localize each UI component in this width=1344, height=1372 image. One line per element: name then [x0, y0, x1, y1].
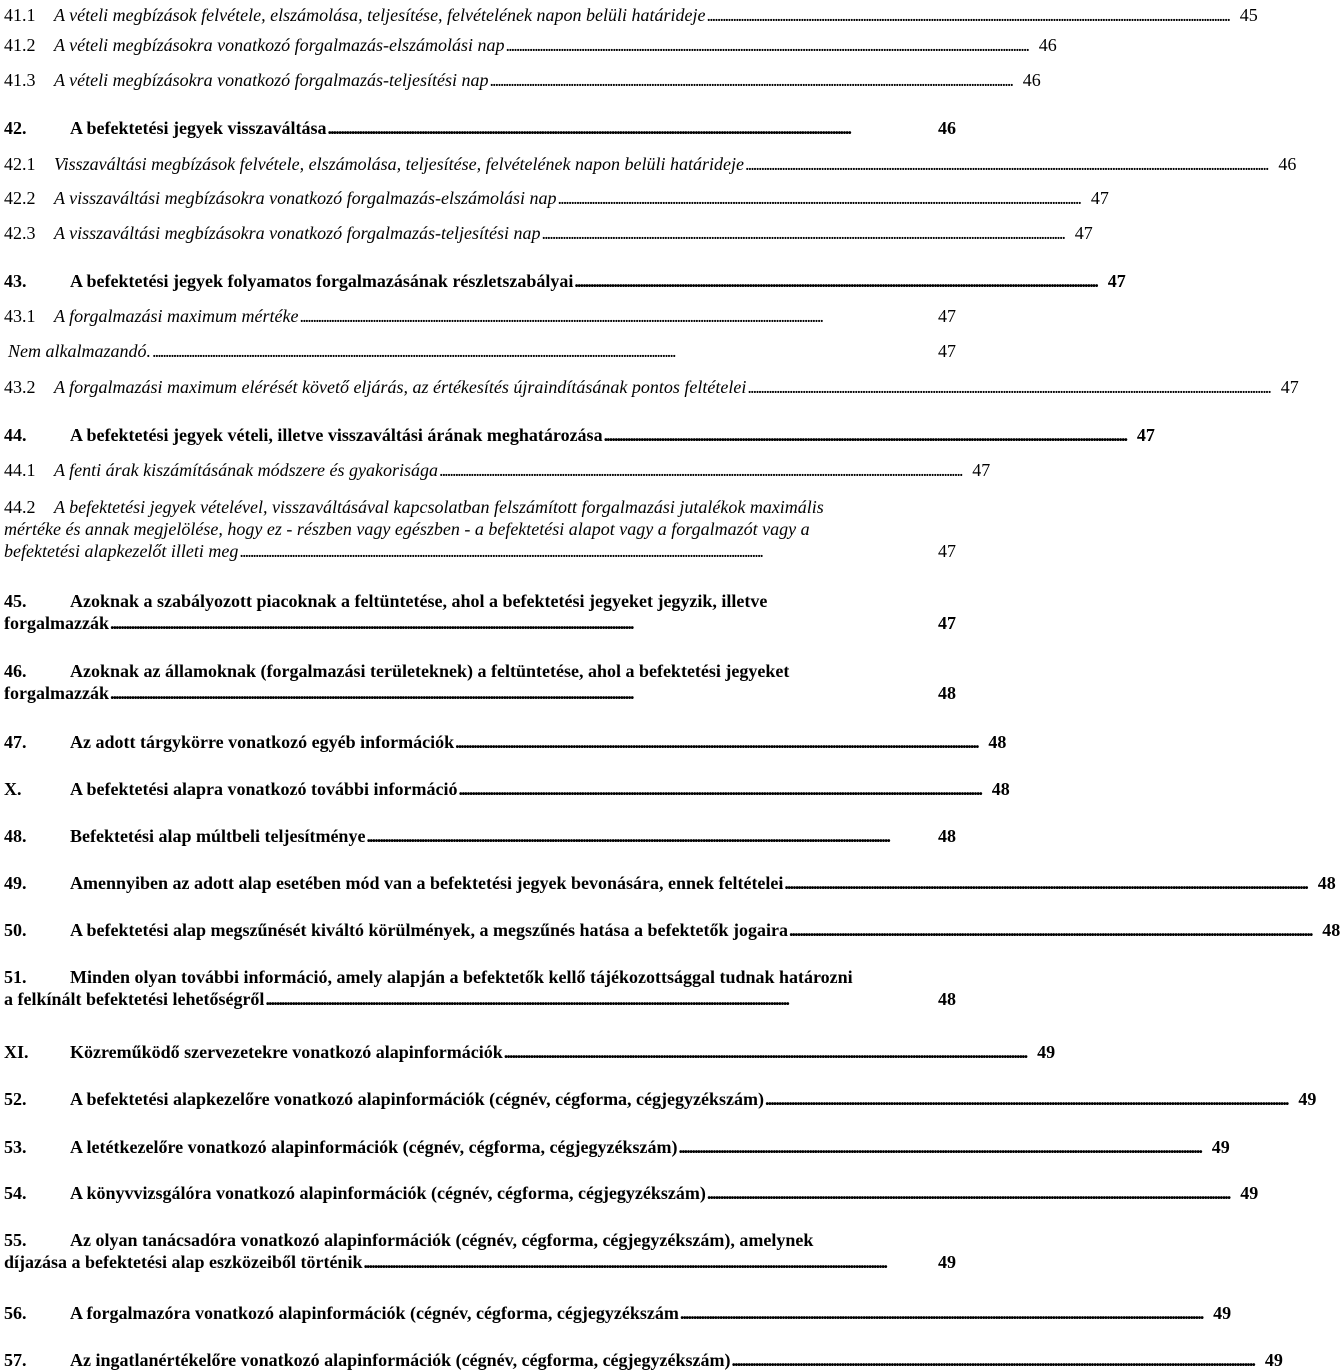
- dot-leader: [765, 1088, 1286, 1110]
- toc-entry-page-number: 48: [1317, 873, 1336, 893]
- dot-leader: [366, 825, 926, 847]
- toc-entry-title: A befektetési jegyek vételével, visszaváltásával kapcsolatban felszámított forgalmazási jutalékok maximális: [54, 497, 824, 517]
- toc-entry-line: [0, 376, 1299, 398]
- toc-entry[interactable]: [0, 1302, 1232, 1324]
- toc-entry-line: [0, 1349, 1283, 1371]
- toc-entry-title: A befektetési alap megszűnését kiváltó körülmények, a megszűnés hatása a befektetők jogaira: [70, 920, 788, 940]
- dot-leader: [574, 270, 1095, 292]
- toc-entry-line: [0, 731, 1007, 753]
- toc-entry-page-number: 49: [1211, 1137, 1230, 1157]
- toc-entry-line: [0, 1182, 1259, 1204]
- toc-entry[interactable]: [0, 966, 960, 1010]
- toc-entry-title-continuation: forgalmazzák: [4, 613, 109, 633]
- toc-entry-number: 53.: [4, 1137, 27, 1157]
- toc-entry-line: [0, 988, 960, 1010]
- toc-entry-number: 44.2: [4, 497, 36, 517]
- toc-entry-number: 41.2: [4, 35, 36, 55]
- toc-entry[interactable]: [0, 340, 960, 362]
- toc-entry-line: [0, 612, 960, 634]
- toc-entry-title-continuation: díjazása a befektetési alap eszközeiből történik: [4, 1252, 363, 1272]
- toc-entry-number: 42.2: [4, 188, 36, 208]
- toc-entry[interactable]: [0, 222, 1093, 244]
- toc-entry-page-number: 46: [1022, 70, 1041, 90]
- toc-entry-title: Visszaváltási megbízások felvétele, elszámolása, teljesítése, felvételének napon belüli határideje: [54, 154, 744, 174]
- toc-entry-line: [0, 4, 1258, 26]
- toc-entry-page-number: 48: [938, 989, 956, 1009]
- dot-leader: [458, 778, 979, 800]
- toc-entry-line: [0, 1041, 1056, 1063]
- toc-entry-page-number: 47: [938, 613, 956, 633]
- toc-entry-page-number: 48: [938, 826, 956, 846]
- toc-entry-title: Közreműködő szervezetekre vonatkozó alapinformációk: [70, 1042, 503, 1062]
- toc-entry-title: A forgalmazási maximum mértéke: [54, 306, 299, 326]
- toc-entry[interactable]: [0, 305, 960, 327]
- toc-entry-title: A befektetési alapra vonatkozó további információ: [70, 779, 458, 799]
- toc-entry-title: A vételi megbízásokra vonatkozó forgalmazás-teljesítési nap: [54, 70, 489, 90]
- toc-entry-page-number: 49: [1298, 1089, 1317, 1109]
- dot-leader: [789, 919, 1310, 941]
- toc-entry-title: A befektetési alapkezelőre vonatkozó alapinformációk (cégnév, cégforma, cégjegyzékszám): [70, 1089, 764, 1109]
- toc-entry-title: Nem alkalmazandó.: [8, 341, 151, 361]
- dot-leader: [707, 1182, 1228, 1204]
- toc-entry-number: 54.: [4, 1183, 27, 1203]
- dot-leader: [680, 1302, 1201, 1324]
- toc-entry-line: [0, 153, 1297, 175]
- toc-entry[interactable]: [0, 1136, 1230, 1158]
- toc-entry[interactable]: [0, 825, 960, 847]
- toc-entry[interactable]: [0, 153, 1297, 175]
- toc-entry-title: Amennyiben az adott alap esetében mód van a befektetési jegyek bevonására, ennek feltételei: [70, 873, 784, 893]
- toc-entry-number: 41.3: [4, 70, 36, 90]
- toc-entry-title: Befektetési alap múltbeli teljesítménye: [70, 826, 366, 846]
- toc-entry-title: A fenti árak kiszámításának módszere és gyakorisága: [54, 460, 438, 480]
- toc-entry[interactable]: [0, 590, 960, 634]
- toc-entry-title: Azoknak az államoknak (forgalmazási területeknek) a feltüntetése, ahol a befektetési jegyeket: [70, 661, 790, 681]
- dot-leader: [299, 305, 926, 327]
- toc-entry-page-number: 47: [1136, 425, 1155, 445]
- toc-entry-line: [0, 270, 1126, 292]
- toc-entry-line: [0, 919, 1341, 941]
- dot-leader: [784, 872, 1305, 894]
- toc-entry-title: Az ingatlanértékelőre vonatkozó alapinformációk (cégnév, cégforma, cégjegyzékszám): [70, 1350, 731, 1370]
- dot-leader: [152, 340, 926, 362]
- toc-entry-line: [0, 825, 960, 847]
- toc-entry-number: 47.: [4, 732, 27, 752]
- dot-leader: [455, 731, 976, 753]
- toc-entry-line: [0, 305, 960, 327]
- toc-entry-line: [0, 340, 960, 362]
- toc-entry-line: [0, 540, 960, 562]
- toc-entry-line: [0, 187, 1109, 209]
- toc-entry-title: A befektetési jegyek vételi, illetve visszaváltási árának meghatározása: [70, 425, 603, 445]
- toc-entry-page-number: 48: [988, 732, 1007, 752]
- dot-leader: [110, 682, 926, 704]
- toc-entry-title: A könyvvizsgálóra vonatkozó alapinformációk (cégnév, cégforma, cégjegyzékszám): [70, 1183, 706, 1203]
- toc-entry-page-number: 48: [991, 779, 1010, 799]
- toc-entry-number: 46.: [4, 661, 27, 681]
- toc-entry[interactable]: [0, 872, 1336, 894]
- dot-leader: [747, 376, 1268, 398]
- toc-entry[interactable]: [0, 424, 1155, 446]
- toc-entry-title: Az adott tárgykörre vonatkozó egyéb információk: [70, 732, 455, 752]
- toc-entry[interactable]: [0, 731, 1007, 753]
- toc-entry[interactable]: [0, 660, 960, 704]
- toc-entry-number: 43.2: [4, 377, 36, 397]
- toc-entry[interactable]: [0, 778, 1010, 800]
- toc-entry-number: 56.: [4, 1303, 27, 1323]
- toc-entry-line: [0, 1302, 1232, 1324]
- toc-entry-title: Azoknak a szabályozott piacoknak a feltüntetése, ahol a befektetési jegyeket jegyzik, illetve: [70, 591, 768, 611]
- toc-entry-page-number: 49: [1213, 1303, 1232, 1323]
- toc-entry-title: A befektetési jegyek visszaváltása: [70, 118, 327, 138]
- toc-entry-number: 42.3: [4, 223, 36, 243]
- toc-entry-line: [0, 459, 991, 481]
- toc-entry-line: [0, 682, 960, 704]
- toc-entry-title: Minden olyan további információ, amely alapján a befektetők kellő tájékozottsággal tudnak határozni: [70, 967, 853, 987]
- toc-entry-title-continuation: forgalmazzák: [4, 683, 109, 703]
- toc-entry-line: [0, 424, 1155, 446]
- dot-leader: [558, 187, 1079, 209]
- toc-entry-line: [0, 966, 960, 988]
- dot-leader: [678, 1136, 1199, 1158]
- toc-entry-page-number: 47: [972, 460, 991, 480]
- toc-entry[interactable]: [0, 1349, 1283, 1371]
- toc-entry-line: [0, 590, 960, 612]
- toc-entry-title: A forgalmazóra vonatkozó alapinformációk (cégnév, cégforma, cégjegyzékszám: [70, 1303, 679, 1323]
- toc-entry-page-number: 46: [1278, 154, 1297, 174]
- toc-entry-page-number: 48: [1322, 920, 1341, 940]
- toc-entry[interactable]: [0, 1041, 1056, 1063]
- toc-entry-page-number: 47: [1090, 188, 1109, 208]
- toc-entry-title: A visszaváltási megbízásokra vonatkozó forgalmazás-teljesítési nap: [54, 223, 541, 243]
- dot-leader: [706, 4, 1227, 26]
- toc-entry-number: 50.: [4, 920, 27, 940]
- dot-leader: [439, 459, 960, 481]
- toc-entry[interactable]: [0, 117, 960, 139]
- toc-entry-page-number: 48: [938, 683, 956, 703]
- dot-leader: [265, 988, 926, 1010]
- toc-entry-page-number: 49: [1264, 1350, 1283, 1370]
- dot-leader: [604, 424, 1125, 446]
- toc-entry-number: 48.: [4, 826, 27, 846]
- toc-entry-number: 42.1: [4, 154, 36, 174]
- dot-leader: [489, 69, 1010, 91]
- toc-entry-title: A vételi megbízások felvétele, elszámolása, teljesítése, felvételének napon belüli határideje: [54, 5, 706, 25]
- toc-entry[interactable]: [0, 1088, 1317, 1110]
- toc-entry-line: [0, 34, 1057, 56]
- dot-leader: [504, 1041, 1025, 1063]
- toc-entry-number: 57.: [4, 1350, 27, 1370]
- toc-entry[interactable]: [0, 459, 991, 481]
- toc-entry-page-number: 45: [1239, 5, 1258, 25]
- toc-entry-line: [0, 1088, 1317, 1110]
- toc-entry-number: 44.: [4, 425, 27, 445]
- toc-entry-title-continuation: befektetési alapkezelőt illeti meg: [4, 541, 239, 561]
- toc-entry-page-number: 49: [938, 1252, 956, 1272]
- toc-entry-line: [0, 872, 1336, 894]
- toc-entry[interactable]: [0, 376, 1299, 398]
- toc-entry-title: A forgalmazási maximum elérését követő eljárás, az értékesítés újraindításának pontos feltételei: [54, 377, 747, 397]
- dot-leader: [541, 222, 1062, 244]
- toc-entry-title: A vételi megbízásokra vonatkozó forgalmazás-elszámolási nap: [54, 35, 505, 55]
- toc-entry-line: [0, 778, 1010, 800]
- toc-entry-title-continuation: mértéke és annak megjelölése, hogy ez - részben vagy egészben - a befektetési alapot vagy a forgalmazót vagy a: [4, 519, 810, 539]
- toc-entry-line: [0, 496, 960, 518]
- toc-entry-page-number: 47: [938, 341, 956, 361]
- toc-entry-number: X.: [4, 779, 22, 799]
- toc-entry[interactable]: [0, 4, 1258, 26]
- toc-entry-title-continuation: a felkínált befektetési lehetőségről: [4, 989, 265, 1009]
- toc-entry-page-number: 46: [1038, 35, 1057, 55]
- dot-leader: [745, 153, 1266, 175]
- dot-leader: [110, 612, 926, 634]
- toc-entry-number: 52.: [4, 1089, 27, 1109]
- toc-entry-number: 44.1: [4, 460, 36, 480]
- toc-entry-number: 43.1: [4, 306, 36, 326]
- toc-entry-title: A visszaváltási megbízásokra vonatkozó forgalmazás-elszámolási nap: [54, 188, 557, 208]
- dot-leader: [327, 117, 926, 139]
- toc-entry-number: 51.: [4, 967, 27, 987]
- toc-entry-title: A befektetési jegyek folyamatos forgalmazásának részletszabályai: [70, 271, 574, 291]
- toc-entry-line: [0, 1229, 960, 1251]
- toc-entry[interactable]: [0, 34, 1057, 56]
- toc-entry-page-number: 49: [1240, 1183, 1259, 1203]
- dot-leader: [363, 1251, 926, 1273]
- toc-entry-page-number: 47: [938, 306, 956, 326]
- dot-leader: [239, 540, 926, 562]
- toc-entry-title: A letétkezelőre vonatkozó alapinformációk (cégnév, cégforma, cégjegyzékszám): [70, 1137, 678, 1157]
- toc-entry-line: [0, 1251, 960, 1273]
- toc-entry-number: 42.: [4, 118, 27, 138]
- toc-entry-number: 55.: [4, 1230, 27, 1250]
- toc-entry-number: 43.: [4, 271, 27, 291]
- toc-entry-line: [0, 69, 1041, 91]
- toc-entry-title: Az olyan tanácsadóra vonatkozó alapinformációk (cégnév, cégforma, cégjegyzékszám), amelynek: [70, 1230, 814, 1250]
- toc-entry[interactable]: [0, 270, 1126, 292]
- toc-entry-page-number: 47: [938, 541, 956, 561]
- toc-entry[interactable]: [0, 919, 1341, 941]
- toc-entry[interactable]: [0, 496, 960, 562]
- toc-entry-line: [0, 1136, 1230, 1158]
- toc-entry-number: 41.1: [4, 5, 36, 25]
- toc-entry-line: [0, 660, 960, 682]
- dot-leader: [732, 1349, 1253, 1371]
- toc-entry-page-number: 47: [1107, 271, 1126, 291]
- toc-entry-page-number: 49: [1037, 1042, 1056, 1062]
- toc-entry[interactable]: [0, 1182, 1259, 1204]
- toc-entry[interactable]: [0, 69, 1041, 91]
- toc-entry-number: XI.: [4, 1042, 29, 1062]
- toc-entry-page-number: 47: [1280, 377, 1299, 397]
- toc-entry-number: 49.: [4, 873, 27, 893]
- toc-entry-line: [0, 222, 1093, 244]
- toc-entry[interactable]: [0, 1229, 960, 1273]
- toc-entry-number: 45.: [4, 591, 27, 611]
- toc-entry-page-number: 47: [1074, 223, 1093, 243]
- toc-entry-page-number: 46: [938, 118, 956, 138]
- toc-entry-line: [0, 117, 960, 139]
- dot-leader: [505, 34, 1026, 56]
- toc-entry[interactable]: [0, 187, 1109, 209]
